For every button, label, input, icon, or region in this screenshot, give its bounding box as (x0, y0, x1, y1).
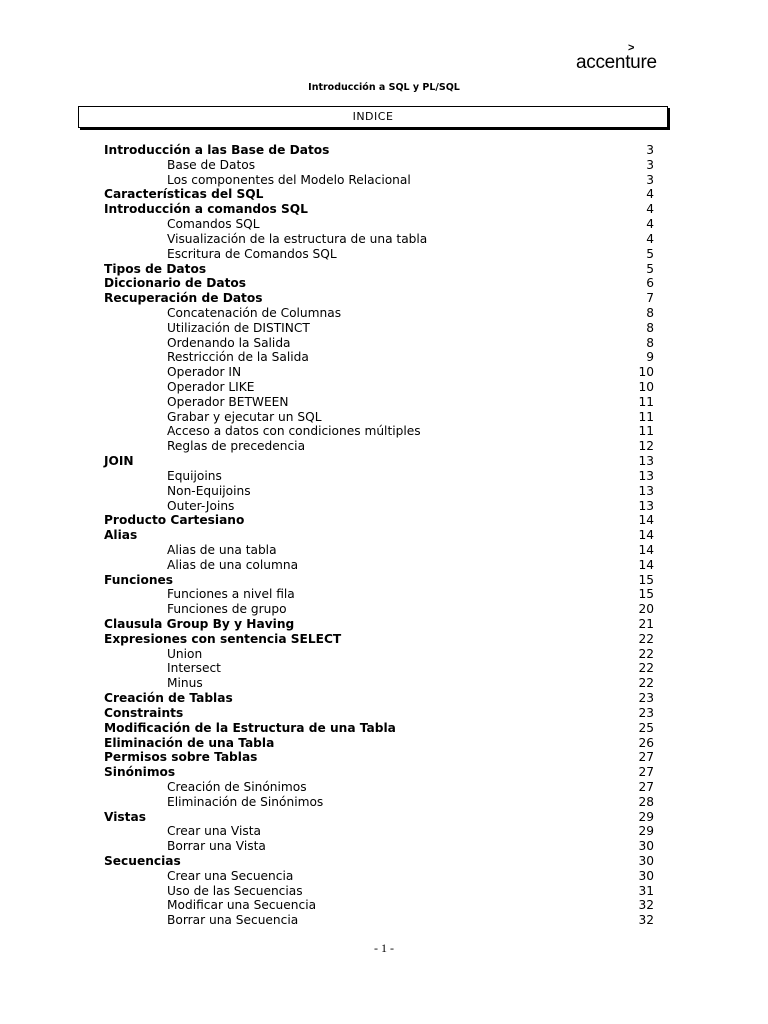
toc-entry[interactable] (104, 869, 654, 884)
toc-entry-label: Minus (167, 676, 203, 691)
toc-entry-label: Acceso a datos con condiciones múltiples (167, 424, 421, 439)
toc-entry-page: 32 (638, 898, 654, 913)
toc-entry[interactable] (104, 276, 654, 291)
toc-entry-label: Crear una Secuencia (167, 868, 294, 883)
toc-entry[interactable] (104, 884, 654, 899)
toc-entry-label: Modificación de la Estructura de una Tabla (104, 720, 396, 735)
toc-entry-page: 3 (646, 143, 654, 157)
toc-entry-page: 29 (638, 824, 654, 839)
toc-entry-label: Introducción a las Base de Datos (104, 143, 330, 157)
toc-entry[interactable] (104, 365, 654, 380)
toc-entry-label: Outer-Joins (167, 498, 235, 513)
toc-entry-label: Operador BETWEEN (167, 394, 289, 409)
toc-entry-page: 27 (638, 765, 654, 780)
toc-entry-label: Base de Datos (167, 157, 256, 172)
toc-entry-page: 8 (646, 320, 654, 335)
toc-entry[interactable] (104, 143, 654, 158)
toc-entry[interactable] (104, 232, 654, 247)
toc-entry-page: 10 (638, 365, 654, 380)
toc-entry-page: 23 (638, 691, 654, 706)
toc-entry-label: Alias de una columna (167, 557, 299, 572)
toc-entry-label: Eliminación de Sinónimos (167, 794, 324, 809)
toc-entry-label: Reglas de precedencia (167, 439, 306, 454)
toc-entry-page: 32 (638, 913, 654, 928)
toc-entry-page: 27 (638, 779, 654, 794)
toc-entry-page: 7 (646, 291, 654, 306)
toc-entry[interactable] (104, 573, 654, 588)
toc-entry-page: 22 (638, 646, 654, 661)
toc-entry-label: Visualización de la estructura de una tabla (167, 231, 428, 246)
toc-entry-page: 4 (646, 231, 654, 246)
toc-entry-page: 15 (638, 587, 654, 602)
toc-entry[interactable] (104, 617, 654, 632)
toc-entry-page: 14 (638, 528, 654, 543)
toc-entry-page: 23 (638, 705, 654, 720)
toc-entry-page: 30 (638, 854, 654, 868)
toc-entry[interactable] (104, 484, 654, 499)
toc-entry-label: Los componentes del Modelo Relacional (167, 172, 411, 187)
toc-entry[interactable] (104, 247, 654, 262)
toc-entry-label: JOIN (104, 454, 134, 469)
toc-entry-label: Creación de Sinónimos (167, 779, 307, 794)
toc-entry[interactable] (104, 558, 654, 573)
toc-entry-label: Comandos SQL (167, 217, 260, 232)
toc-entry-page: 8 (646, 305, 654, 320)
toc-entry[interactable] (104, 454, 654, 469)
toc-entry-label: Borrar una Secuencia (167, 913, 299, 928)
toc-entry-label: Funciones de grupo (167, 602, 287, 617)
toc-entry-page: 9 (646, 350, 654, 365)
toc-entry-page: 13 (638, 468, 654, 483)
toc-entry-page: 25 (638, 720, 654, 735)
toc-entry[interactable] (104, 469, 654, 484)
toc-entry-page: 4 (646, 217, 654, 232)
toc-entry[interactable] (104, 499, 654, 514)
toc-entry[interactable] (104, 898, 654, 913)
toc-entry-page: 11 (638, 409, 654, 424)
toc-entry-label: Diccionario de Datos (104, 276, 247, 291)
toc-entry-label: Escritura de Comandos SQL (167, 246, 337, 261)
toc-entry-label: Borrar una Vista (167, 839, 266, 854)
toc-entry-label: Funciones a nivel fila (167, 587, 295, 602)
toc-entry[interactable] (104, 424, 654, 439)
toc-entry-label: Modificar una Secuencia (167, 898, 317, 913)
toc-entry[interactable] (104, 395, 654, 410)
toc-entry[interactable] (104, 854, 654, 869)
toc-entry-page: 4 (646, 187, 654, 202)
toc-entry[interactable] (104, 602, 654, 617)
toc-entry-page: 30 (638, 868, 654, 883)
toc-entry-page: 31 (638, 883, 654, 898)
toc-entry-label: Grabar y ejecutar un SQL (167, 409, 322, 424)
toc-entry-page: 28 (638, 794, 654, 809)
toc-entry[interactable] (104, 810, 654, 825)
toc-entry[interactable] (104, 336, 654, 351)
toc-entry-label: Union (167, 646, 203, 661)
toc-entry-label: Operador IN (167, 365, 242, 380)
toc-entry-label: Secuencias (104, 854, 181, 868)
toc-entry-label: Ordenando la Salida (167, 335, 291, 350)
toc-entry-label: Eliminación de una Tabla (104, 735, 275, 750)
toc-entry[interactable] (104, 528, 654, 543)
toc-entry[interactable] (104, 439, 654, 454)
page-number: - 1 - (374, 941, 394, 955)
toc-entry[interactable] (104, 691, 654, 706)
toc-entry-page: 15 (638, 572, 654, 587)
toc-entry[interactable] (104, 750, 654, 765)
toc-entry-page: 10 (638, 380, 654, 394)
toc-entry-page: 26 (638, 735, 654, 750)
toc-entry-label: Restricción de la Salida (167, 350, 309, 365)
toc-entry[interactable] (104, 513, 654, 528)
toc-entry[interactable] (104, 306, 654, 321)
toc-entry[interactable] (104, 187, 654, 202)
toc-entry-page: 13 (638, 454, 654, 469)
logo-text: accenture (576, 52, 657, 73)
accenture-logo (576, 42, 657, 74)
toc-entry-label: Permisos sobre Tablas (104, 750, 258, 765)
index-heading-box (78, 106, 668, 128)
toc-entry[interactable] (104, 795, 654, 810)
toc-entry-page: 12 (638, 439, 654, 454)
toc-entry-label: Alias (104, 528, 138, 543)
toc-entry-page: 13 (638, 483, 654, 498)
toc-entry[interactable] (104, 676, 654, 691)
toc-entry-label: Funciones (104, 572, 174, 587)
toc-entry[interactable] (104, 780, 654, 795)
toc-entry[interactable] (104, 632, 654, 647)
toc-entry[interactable] (104, 158, 654, 173)
toc-entry-page: 3 (646, 172, 654, 187)
toc-entry[interactable] (104, 173, 654, 188)
toc-entry-label: Equijoins (167, 468, 222, 483)
toc-entry[interactable] (104, 765, 654, 780)
toc-entry[interactable] (104, 291, 654, 306)
toc-entry-label: Alias de una tabla (167, 542, 277, 557)
toc-entry-page: 29 (638, 809, 654, 824)
toc-entry-page: 14 (638, 513, 654, 528)
toc-entry-label: Producto Cartesiano (104, 513, 245, 528)
toc-entry[interactable] (104, 839, 654, 854)
toc-entry-label: Non-Equijoins (167, 483, 251, 498)
toc-entry[interactable] (104, 706, 654, 721)
toc-entry-label: Crear una Vista (167, 824, 261, 839)
toc-entry[interactable] (104, 350, 654, 365)
toc-entry-page: 21 (638, 617, 654, 631)
toc-entry-page: 5 (646, 261, 654, 276)
toc-entry-label: Utilización de DISTINCT (167, 320, 310, 335)
toc-entry-page: 30 (638, 839, 654, 854)
toc-entry-page: 13 (638, 498, 654, 513)
toc-entry[interactable] (104, 410, 654, 425)
toc-entry-label: Introducción a comandos SQL (104, 202, 308, 217)
toc-entry-page: 22 (638, 631, 654, 646)
toc-entry[interactable] (104, 913, 654, 928)
toc-entry-label: Creación de Tablas (104, 691, 233, 706)
toc-entry[interactable] (104, 647, 654, 662)
toc-entry-page: 22 (638, 676, 654, 691)
toc-entry-label: Constraints (104, 705, 184, 720)
toc-entry-page: 14 (638, 542, 654, 557)
toc-entry-page: 6 (646, 276, 654, 291)
table-of-contents (104, 143, 654, 928)
toc-entry-page: 22 (638, 661, 654, 676)
toc-entry-label: Recuperación de Datos (104, 291, 263, 306)
document-title: Introducción a SQL y PL/SQL (308, 82, 460, 93)
index-heading: INDICE (352, 110, 394, 123)
toc-entry-label: Clausula Group By y Having (104, 617, 295, 631)
toc-entry[interactable] (104, 202, 654, 217)
toc-entry[interactable] (104, 380, 654, 395)
toc-entry[interactable] (104, 661, 654, 676)
toc-entry-page: 5 (646, 246, 654, 261)
toc-entry-label: Expresiones con sentencia SELECT (104, 631, 342, 646)
toc-entry-label: Intersect (167, 661, 221, 676)
toc-entry-label: Operador LIKE (167, 380, 255, 394)
toc-entry-page: 11 (638, 394, 654, 409)
toc-entry-label: Uso de las Secuencias (167, 883, 303, 898)
toc-entry[interactable] (104, 262, 654, 277)
toc-entry-page: 14 (638, 557, 654, 572)
toc-entry-page: 20 (638, 602, 654, 617)
toc-entry-label: Concatenación de Columnas (167, 305, 342, 320)
toc-entry-page: 11 (638, 424, 654, 439)
toc-entry-label: Sinónimos (104, 765, 176, 780)
toc-entry[interactable] (104, 321, 654, 336)
toc-entry-page: 8 (646, 335, 654, 350)
toc-entry-label: Tipos de Datos (104, 261, 207, 276)
toc-entry-page: 3 (646, 157, 654, 172)
toc-entry-page: 27 (638, 750, 654, 765)
toc-entry[interactable] (104, 736, 654, 751)
logo-mark-icon: > (628, 42, 635, 54)
toc-entry-page: 4 (646, 202, 654, 217)
toc-entry[interactable] (104, 721, 654, 736)
toc-entry[interactable] (104, 824, 654, 839)
toc-entry-label: Vistas (104, 809, 146, 824)
toc-entry[interactable] (104, 217, 654, 232)
toc-entry[interactable] (104, 543, 654, 558)
toc-entry-label: Características del SQL (104, 187, 264, 202)
toc-entry[interactable] (104, 587, 654, 602)
